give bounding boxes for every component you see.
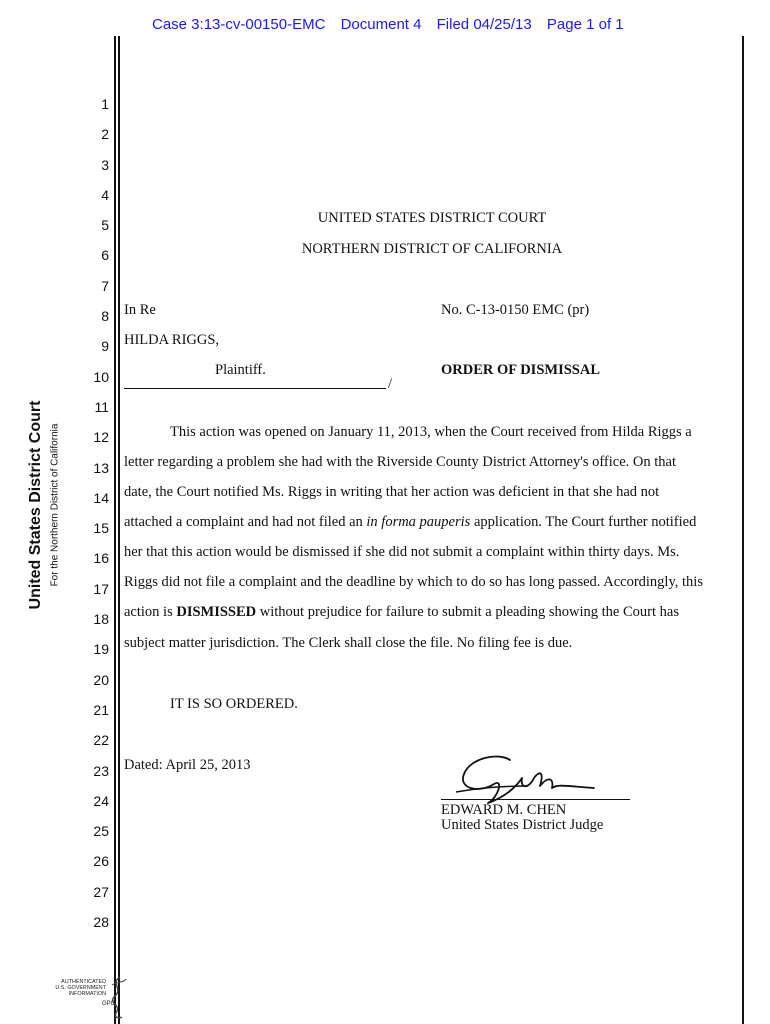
line-number: 5 [101, 217, 109, 234]
court-name-title: UNITED STATES DISTRICT COURT [317, 210, 547, 226]
eagle-icon [106, 975, 128, 1021]
body-line-15-a: attached a complaint and had not filed an [124, 514, 367, 530]
so-ordered: IT IS SO ORDERED. [170, 696, 298, 712]
line-number: 22 [93, 732, 109, 749]
case-number-header: Case 3:13-cv-00150-EMC [152, 16, 326, 33]
line-number: 3 [101, 156, 109, 173]
gpo-line-2: U.S. GOVERNMENT [55, 985, 106, 991]
order-title: ORDER OF DISMISSAL [441, 362, 600, 378]
line-number: 16 [93, 550, 109, 567]
body-line-18 [124, 604, 679, 621]
signature-line [441, 799, 630, 800]
body-line-12: This action was opened on January 11, 2013, when the Court received from Hilda Riggs a [170, 424, 692, 440]
left-margin-rule [114, 36, 116, 1024]
body-line-15-c: application. The Court further notified [470, 514, 697, 530]
line-number: 18 [93, 611, 109, 628]
line-number: 1 [101, 96, 109, 112]
left-margin-rule-inner [118, 36, 120, 1024]
line-number: 10 [93, 368, 109, 385]
line-number: 20 [93, 671, 109, 688]
document-number: Document 4 [340, 16, 422, 33]
line-number: 23 [93, 762, 109, 779]
line-number: 2 [101, 126, 109, 143]
body-line-15 [124, 514, 696, 531]
body-line-14: date, the Court notified Ms. Riggs in writing that her action was deficient in that she had not [124, 484, 660, 500]
line-number: 28 [93, 914, 109, 931]
line-number: 12 [93, 429, 109, 446]
caption-case-number: No. C-13-0150 EMC (pr) [441, 302, 590, 318]
line-number: 17 [93, 580, 109, 597]
body-line-13: letter regarding a problem she had with the Riverside County District Attorney's office. On that [124, 454, 677, 470]
sidebar-court-name: United States District Court [27, 400, 44, 610]
line-numbers [80, 89, 109, 937]
body-line-16: her that this action would be dismissed if she did not submit a complaint within thirty days. Ms. [124, 544, 680, 560]
gpo-authentication-text [46, 979, 106, 997]
line-number: 8 [101, 308, 109, 325]
caption-role: Plaintiff. [215, 362, 266, 378]
filed-date: Filed 04/25/13 [436, 16, 532, 33]
body-line-19: subject matter jurisdiction. The Clerk shall close the file. No filing fee is due. [124, 635, 573, 651]
gpo-mark: GPO [102, 1001, 116, 1007]
line-number: 15 [93, 520, 109, 537]
body-line-18-c: without prejudice for failure to submit a pleading showing the Court has [256, 604, 679, 620]
gpo-line-3: INFORMATION [68, 991, 106, 997]
caption-underline [124, 388, 386, 389]
line-number: 19 [93, 641, 109, 658]
line-number: 24 [93, 792, 109, 809]
body-line-15-italic: in forma pauperis [366, 514, 471, 530]
judge-name: EDWARD M. CHEN [441, 802, 567, 818]
body-line-18-bold: DISMISSED [176, 604, 257, 620]
judge-title: United States District Judge [441, 817, 604, 833]
line-number: 9 [101, 338, 109, 355]
body-line-17: Riggs did not file a complaint and the deadline by which to do so has long passed. Accordingly, this [124, 574, 703, 590]
line-number: 21 [93, 701, 109, 718]
caption-party: HILDA RIGGS, [124, 332, 220, 348]
gpo-line-1: AUTHENTICATED [61, 979, 106, 985]
line-number: 26 [93, 853, 109, 870]
line-number: 11 [94, 398, 109, 415]
line-number: 14 [93, 489, 109, 506]
line-number: 4 [101, 186, 109, 203]
line-number: 7 [101, 277, 109, 294]
line-number: 6 [101, 247, 109, 264]
page-count: Page 1 of 1 [546, 16, 624, 33]
line-number: 25 [93, 823, 109, 840]
sidebar-district-name: For the Northern District of California [49, 423, 61, 587]
line-number: 27 [93, 883, 109, 900]
gpo-authentication-seal [46, 975, 128, 1021]
district-title: NORTHERN DISTRICT OF CALIFORNIA [301, 241, 563, 257]
ecf-header [152, 16, 635, 33]
right-margin-rule [742, 36, 744, 1024]
caption-in-re: In Re [124, 302, 156, 318]
line-number: 13 [93, 459, 109, 476]
body-line-18-a: action is [124, 604, 177, 620]
caption-slash: / [388, 376, 393, 392]
dated-line: Dated: April 25, 2013 [124, 757, 251, 773]
